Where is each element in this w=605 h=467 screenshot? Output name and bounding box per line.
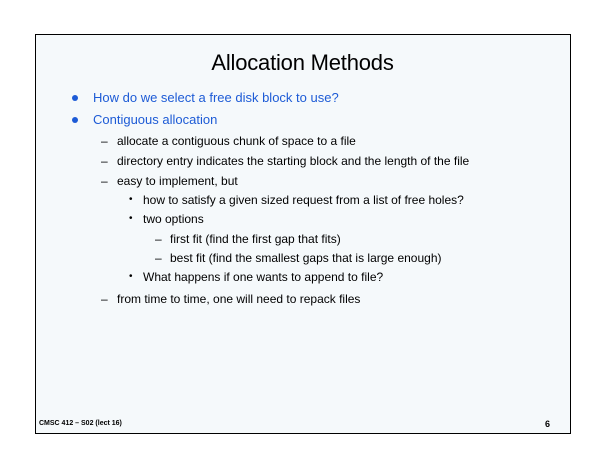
dash-icon: – [155,251,162,265]
bullet-text: How do we select a free disk block to use? [93,90,339,105]
sub-bullet-text: from time to time, one will need to repack files [117,292,361,306]
sub-sub-bullet-text: how to satisfy a given sized request from a list of free holes? [143,193,464,207]
bullet-item [93,113,217,127]
sub-bullet-item [101,134,356,148]
sub-sub-bullet-item [129,270,384,284]
sub-sub-bullet-text: What happens if one wants to append to file? [143,270,384,284]
sub-bullet-text: allocate a contiguous chunk of space to a file [117,134,356,148]
dash-icon: – [101,154,108,168]
sub-sub-bullet-text: two options [143,212,204,226]
footer-course-label: CMSC 412 – S02 (lect 16) [39,420,122,427]
sub-sub-bullet-item [129,193,464,207]
level4-text: best fit (find the smallest gaps that is large enough) [170,251,442,265]
page-number: 6 [545,419,551,429]
sub-bullet-text: directory entry indicates the starting block and the length of the file [117,154,470,168]
dash-icon: – [101,174,108,188]
bullet-dot-icon [72,117,78,123]
small-bullet-icon: • [129,213,133,224]
bullet-dot-icon [72,95,78,101]
level4-text: first fit (find the first gap that fits) [170,232,341,246]
sub-sub-bullet-item [129,212,204,226]
slide-title: Allocation Methods [211,50,394,75]
bullet-item [93,91,339,105]
level4-item [155,232,341,246]
dash-icon: – [101,134,108,148]
level4-item [155,251,442,265]
small-bullet-icon: • [129,194,133,205]
dash-icon: – [155,232,162,246]
small-bullet-icon: • [129,271,133,282]
sub-bullet-item [101,154,470,168]
sub-bullet-item [101,292,361,306]
bullet-text: Contiguous allocation [93,112,218,127]
dash-icon: – [101,292,108,306]
sub-bullet-item [101,174,238,188]
sub-bullet-text: easy to implement, but [117,174,238,188]
